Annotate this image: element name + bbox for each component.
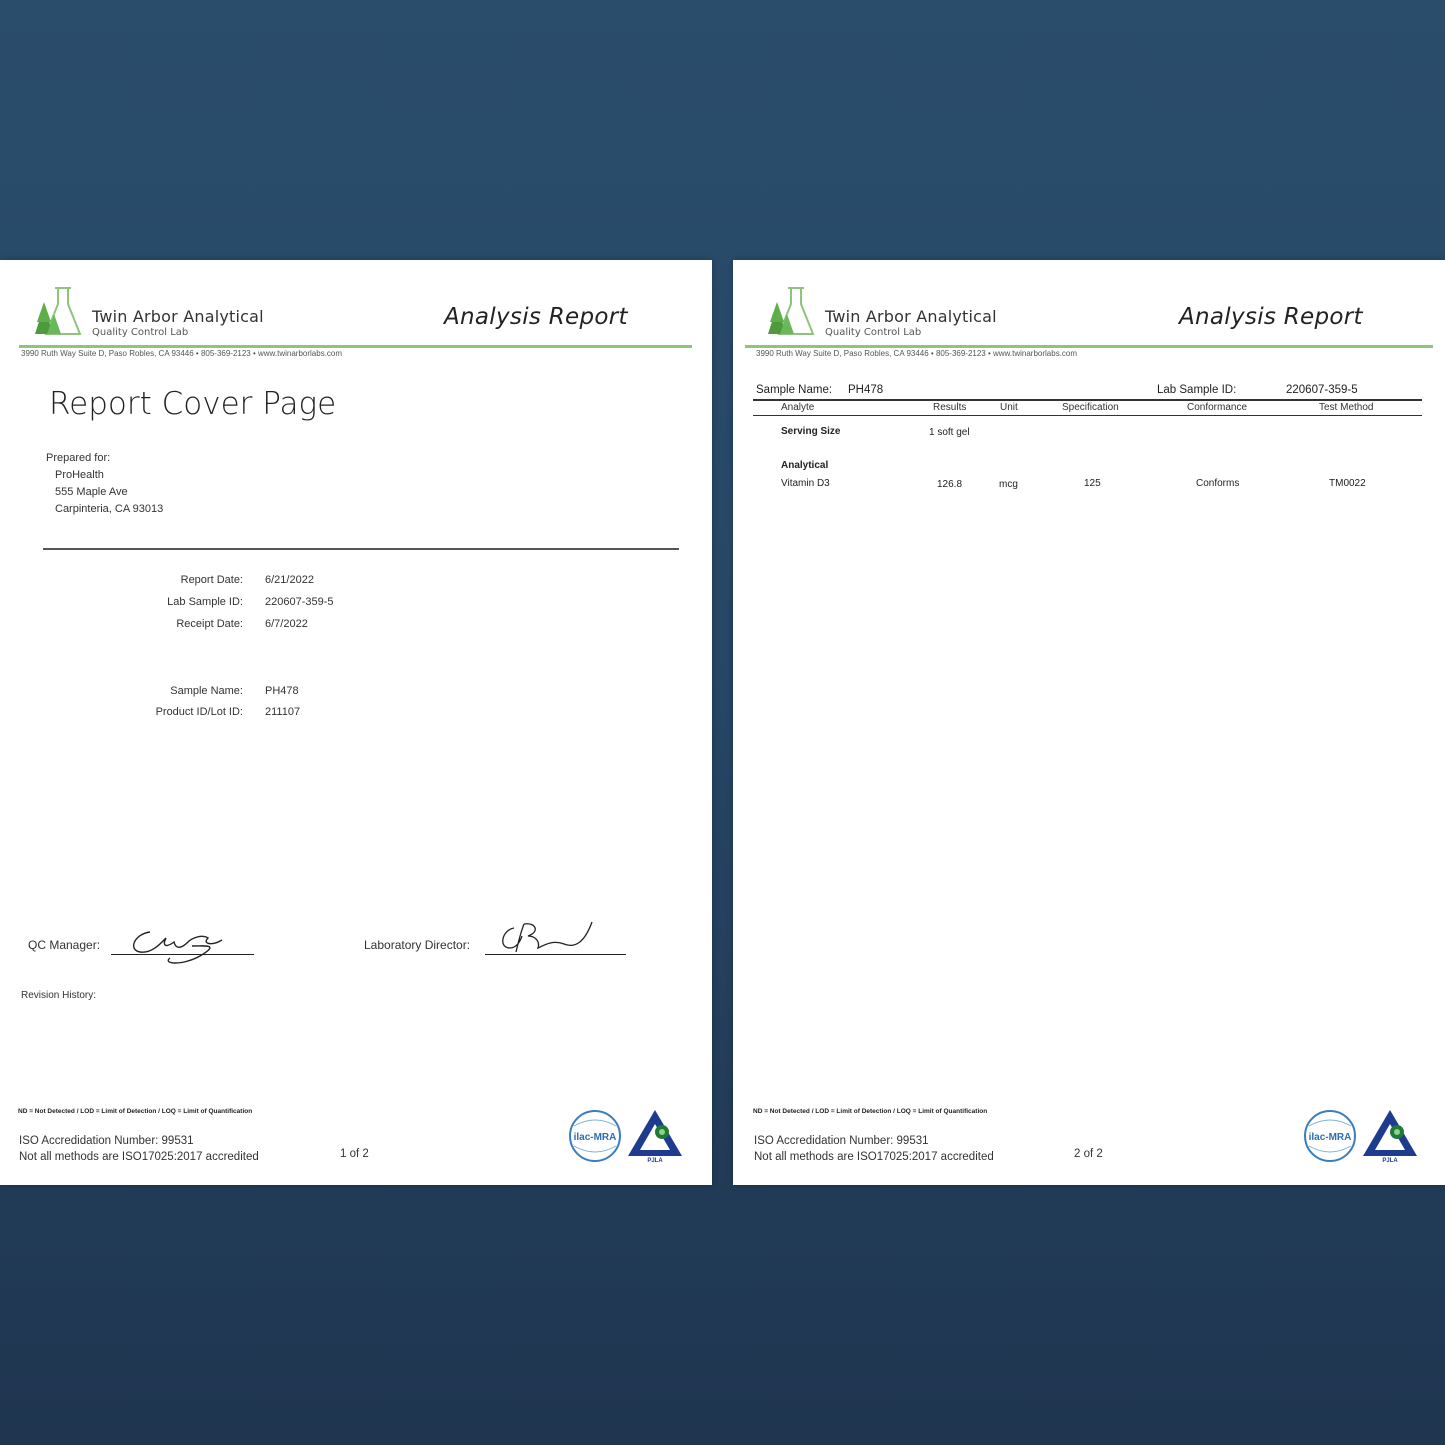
qc-manager-label: QC Manager: (28, 938, 101, 952)
header-rule (745, 345, 1433, 348)
column-header-conformance: Conformance (1187, 402, 1248, 413)
pjla-logo-icon (624, 1106, 686, 1164)
lab-sample-id-value: 220607-359-5 (265, 596, 334, 608)
cover-title: Report Cover Page (49, 386, 337, 422)
iso-note: Not all methods are ISO17025:2017 accredited (754, 1151, 994, 1163)
company-subtitle: Quality Control Lab (825, 327, 922, 338)
row-specification: 125 (1084, 478, 1101, 489)
report-date-label: Report Date: (180, 574, 243, 586)
abbreviation-legend: ND = Not Detected / LOD = Limit of Detection / LOQ = Limit of Quantification (753, 1108, 988, 1115)
receipt-date-value: 6/7/2022 (265, 618, 308, 630)
lab-director-label: Laboratory Director: (364, 938, 471, 952)
report-title: Analysis Report (1179, 304, 1363, 330)
ilac-mra-logo-icon (1301, 1108, 1359, 1164)
lab-sample-id-value: 220607-359-5 (1286, 384, 1358, 396)
report-page-cover (0, 260, 712, 1185)
column-header-results: Results (933, 402, 967, 413)
sample-name-value: PH478 (848, 384, 884, 396)
section-divider (43, 548, 679, 550)
header-rule (19, 345, 692, 348)
prepared-for-block (46, 450, 163, 518)
row-analyte: Vitamin D3 (781, 478, 830, 489)
column-header-test-method: Test Method (1319, 402, 1374, 413)
column-header-unit: Unit (1000, 402, 1018, 413)
lab-logo-icon (30, 284, 90, 340)
row-conformance: Conforms (1196, 478, 1240, 489)
iso-number: ISO Accredidation Number: 99531 (19, 1135, 194, 1147)
table-top-rule (753, 399, 1422, 401)
section-label-analytical: Analytical (781, 460, 829, 471)
svg-text:ilac-MRA: ilac-MRA (1308, 1132, 1352, 1143)
prepared-for-label: Prepared for: (46, 452, 111, 464)
qc-signature-icon (122, 924, 232, 968)
revision-history-label: Revision History: (21, 990, 97, 1001)
row-result: 126.8 (937, 479, 963, 490)
column-header-specification: Specification (1062, 402, 1119, 413)
sample-name-value: PH478 (265, 685, 299, 697)
sample-name-label: Sample Name: (756, 384, 833, 396)
client-name: ProHealth (55, 469, 104, 481)
product-lot-value: 211107 (265, 706, 301, 718)
column-header-analyte: Analyte (781, 402, 815, 413)
report-date-value: 6/21/2022 (265, 574, 314, 586)
sample-name-label: Sample Name: (170, 685, 243, 697)
company-address: 3990 Ruth Way Suite D, Paso Robles, CA 93446 • 805-369-2123 • www.twinarborlabs.com (21, 349, 343, 358)
director-signature-icon (494, 918, 604, 958)
row-unit: mcg (999, 479, 1018, 490)
report-title: Analysis Report (444, 304, 628, 330)
row-test-method: TM0022 (1329, 478, 1366, 489)
pjla-logo-icon (1359, 1106, 1421, 1164)
ilac-mra-logo-icon (566, 1108, 624, 1164)
client-city: Carpinteria, CA 93013 (55, 503, 164, 515)
iso-number: ISO Accredidation Number: 99531 (754, 1135, 929, 1147)
company-address: 3990 Ruth Way Suite D, Paso Robles, CA 93446 • 805-369-2123 • www.twinarborlabs.com (756, 349, 1078, 358)
iso-note: Not all methods are ISO17025:2017 accredited (19, 1151, 259, 1163)
report-page-results (733, 260, 1445, 1185)
company-name: Twin Arbor Analytical (825, 307, 997, 326)
lab-sample-id-label: Lab Sample ID: (1157, 384, 1237, 396)
company-name: Twin Arbor Analytical (92, 307, 264, 326)
company-subtitle: Quality Control Lab (92, 327, 189, 338)
abbreviation-legend: ND = Not Detected / LOD = Limit of Detection / LOQ = Limit of Quantification (18, 1108, 253, 1115)
serving-size-value: 1 soft gel (929, 427, 970, 438)
table-header-rule (753, 415, 1422, 416)
page-number: 1 of 2 (340, 1148, 369, 1160)
client-street: 555 Maple Ave (55, 486, 128, 498)
receipt-date-label: Receipt Date: (176, 618, 243, 630)
svg-text:ilac-MRA: ilac-MRA (573, 1132, 617, 1143)
iso-accreditation (19, 1133, 259, 1165)
lab-logo-icon (763, 284, 823, 340)
svg-text:PJLA: PJLA (1382, 1158, 1398, 1164)
product-lot-label: Product ID/Lot ID: (155, 706, 243, 718)
lab-sample-id-label: Lab Sample ID: (167, 596, 243, 608)
iso-accreditation (754, 1133, 994, 1165)
serving-size-label: Serving Size (781, 426, 841, 437)
page-number: 2 of 2 (1074, 1148, 1103, 1160)
svg-text:PJLA: PJLA (647, 1158, 663, 1164)
